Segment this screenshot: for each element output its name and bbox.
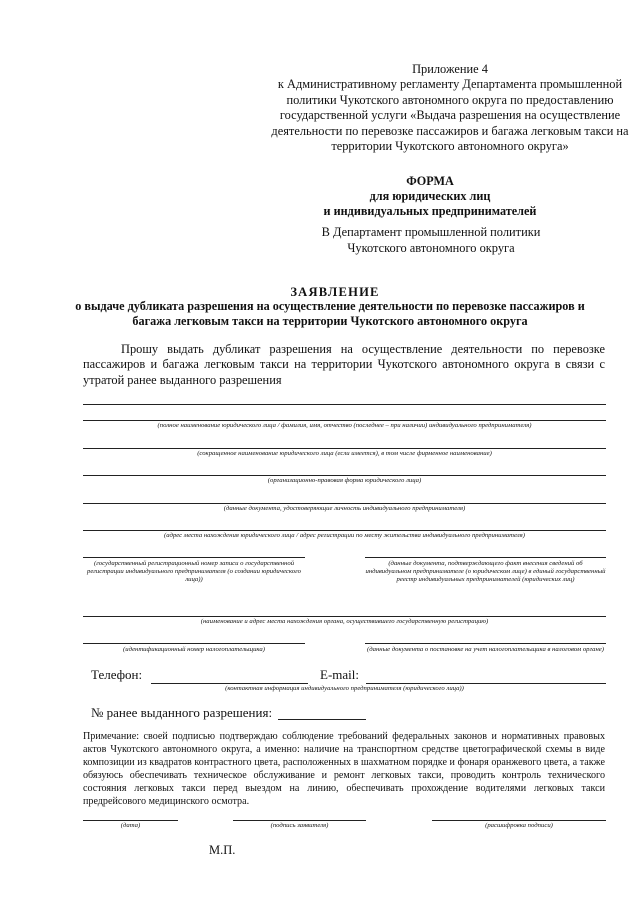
- legal-form-caption: (организационно-правовая форма юридического лица): [267, 477, 422, 484]
- addressee-line1: В Департамент промышленной политики: [321, 225, 541, 239]
- note-paragraph: Примечание: своей подписью подтверждаю соблюдение требований федеральных законов и нормативных правовых актов Чукотского автономного округа, а именно: наличие на транспортном средстве цветографической схемы в виде композиции из квадратов контрастного цвета, расположенных в шахматном порядке и фонаря оранжевого цвета, а также обязуюсь обеспечивать техническое обслуживание и ремонт легковых такси, проводить контроль технического состояния легковых такси перед выездом на линию, обеспечивать прохождение водителями легковых такси предрейсового медицинского осмотра.: [83, 731, 605, 807]
- appendix-body: к Административному регламенту Департамента промышленной политики Чукотского автономного округа по предоставлению государственной услуги «Выдача разрешения на осуществление деятельности по перевозке пассажиров и багажа легковым такси на территории Чукотского автономного округа»: [271, 77, 629, 154]
- address-field[interactable]: [83, 530, 606, 531]
- full-name-field-line1[interactable]: [83, 404, 606, 405]
- tax-document-caption: (данные документа о постановке на учет налогоплательщика в налоговом органе): [367, 646, 604, 653]
- email-label: E-mail:: [320, 667, 359, 682]
- reg-authority-field[interactable]: [83, 616, 606, 617]
- reg-number-field[interactable]: [83, 557, 305, 558]
- appendix-number: Приложение 4: [412, 62, 488, 76]
- signature-decode-caption: (расшифровка подписи): [485, 822, 553, 829]
- id-document-caption: (данные документа, удостоверяющие личность индивидуального предпринимателя): [223, 505, 466, 512]
- phone-label: Телефон:: [91, 667, 143, 682]
- full-name-field-line2[interactable]: [83, 420, 606, 421]
- form-audience-line1: для юридических лиц: [369, 189, 491, 203]
- appendix-block: [270, 62, 630, 154]
- phone-field[interactable]: [151, 683, 308, 684]
- tax-document-field[interactable]: [365, 643, 606, 644]
- statement-title: ЗАЯВЛЕНИЕ: [290, 285, 380, 299]
- reg-document-field[interactable]: [365, 557, 606, 558]
- short-name-caption: (сокращенное наименование юридического лица (если имеется), в том числе фирменное наименование): [197, 450, 492, 457]
- form-header: [300, 174, 560, 219]
- inn-field[interactable]: [83, 643, 305, 644]
- statement-subtitle: о выдаче дубликата разрешения на осуществление деятельности по перевозке пассажиров и багажа легковым такси на территории Чукотского автономного округа: [75, 299, 585, 328]
- email-field[interactable]: [366, 683, 606, 684]
- short-name-field[interactable]: [83, 448, 606, 449]
- address-caption: (адрес места нахождения юридического лица / адрес регистрации по месту жительства индивидуального предпринимателя): [163, 532, 526, 539]
- inn-caption: (идентификационный номер налогоплательщика): [123, 646, 265, 653]
- full-name-caption: (полное наименование юридического лица / фамилия, имя, отчество (последнее – при наличии) индивидуального предпринимателя): [157, 422, 532, 429]
- reg-authority-caption: (наименование и адрес места нахождения органа, осуществившего государственную регистрацию): [200, 618, 489, 625]
- stamp-place-label: М.П.: [209, 843, 236, 857]
- date-caption: (дата): [120, 822, 141, 829]
- request-paragraph: Прошу выдать дубликат разрешения на осуществление деятельности по перевозке пассажиров и багажа легковым такси на территории Чукотского автономного округа в связи с утратой ранее выданного разрешения: [83, 342, 605, 387]
- date-field[interactable]: [83, 820, 178, 821]
- form-title: ФОРМА: [406, 174, 454, 188]
- signature-decode-field[interactable]: [432, 820, 606, 821]
- signature-caption: (подпись заявителя): [270, 822, 329, 829]
- form-audience-line2: и индивидуальных предпринимателей: [323, 204, 537, 218]
- addressee-line2: Чукотского автономного округа: [347, 240, 515, 255]
- prev-permit-label: № ранее выданного разрешения:: [91, 705, 273, 720]
- signature-field[interactable]: [233, 820, 366, 821]
- legal-form-field[interactable]: [83, 475, 606, 476]
- prev-permit-field[interactable]: [278, 719, 366, 720]
- reg-document-caption: (данные документа, подтверждающего факт внесения сведений об индивидуальном предпринимателе (о юридическом лице) в единый государственный реестр индивидуальных предпринимателей (юридических лиц): [365, 560, 606, 584]
- id-document-field[interactable]: [83, 503, 606, 504]
- reg-number-caption: (государственный регистрационный номер записи о государственной регистрации индивидуального предпринимателя (о создании юридического лица)): [86, 560, 301, 584]
- addressee-block: [300, 225, 562, 256]
- contact-caption: (контактная информация индивидуального предпринимателя (юридического лица)): [225, 685, 464, 692]
